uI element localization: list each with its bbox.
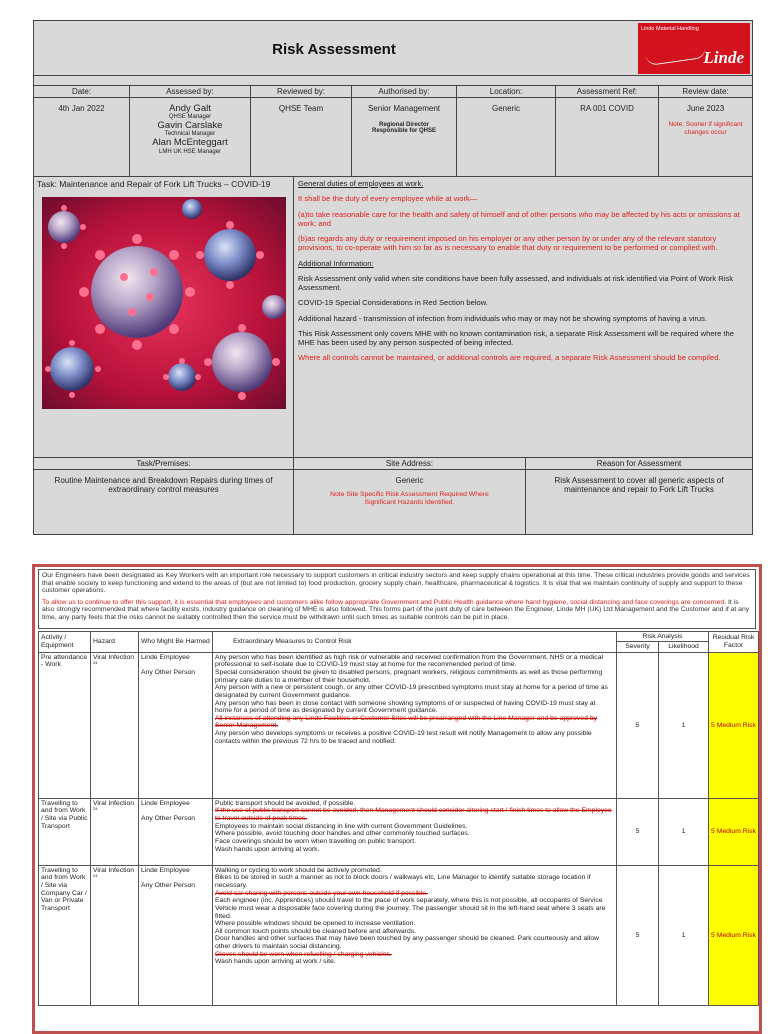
additional-info-item: Where all controls cannot be maintained, or additional controls are required, a separate Risk Assessment should be compiled. (298, 353, 721, 363)
col-severity: Severity (617, 642, 659, 653)
activity-cell: Travelling to and from Work / Site via Company Car / Van or Private Transport (39, 865, 91, 1005)
reviewed-by-label: Reviewed by: (251, 86, 351, 98)
title-row (34, 21, 752, 76)
review-date-label: Review date: (659, 86, 752, 98)
who-cell (139, 798, 213, 865)
measure-item: Any person who has been identified as high risk or vulnerable and received confirmation from the Government, NHS or a medical professional to self-isolate due to COVID-19 must stay at home for the recommended period of time. (215, 653, 604, 669)
measure-item: Bikes to be stored in such a manner as not to block doors / walkways etc, Line Manager to identify suitable storage location if necessary. (215, 874, 591, 890)
duties-heading: General duties of employees at work. (298, 179, 424, 188)
measure-item: Employees to maintain social distancing in line with current Government Guidelines. (215, 822, 468, 830)
linde-logo (638, 23, 750, 74)
review-date-note: Note: Sooner if significant changes occur (668, 120, 743, 136)
measure-item: Face coverings should be worn when travelling on public transport. (215, 837, 416, 845)
likelihood-cell: 1 (659, 798, 709, 865)
authorised-by-note: Regional Director Responsible for QHSE (371, 121, 436, 135)
col-hazard: Hazard (91, 631, 139, 652)
review-date-column (659, 86, 752, 176)
hazard-text: Viral Infection (93, 799, 135, 807)
table-row (39, 798, 759, 865)
measure-item: Wash hands upon arriving at work. (215, 845, 320, 853)
intro-paragraph: It is also strongly recommended that where facility exists, industry guidance on cleaning of MHE is also followed. This forms part of the joint duty of care between the Engineer, Linde MH (UK) Ltd Management and the Customer and if at any time, any party feels that the risks cannot be suitably controlled then the service must be withdrawn until such times as suitable controls can be put in place. (42, 598, 750, 622)
measure-item: Where possible, avoid touching door handles and other commonly touched surfaces. (215, 830, 470, 838)
col-risk-analysis: Risk Analysis (617, 631, 709, 642)
measure-item: Avoid car sharing with persons outside your own household if possible. (215, 889, 428, 897)
assessment-info-row (34, 86, 752, 177)
who-item: Any Other Person (141, 669, 196, 677)
brand-wordmark: Linde (703, 48, 744, 67)
hazard-cell (91, 652, 139, 798)
measures-cell (213, 865, 617, 1005)
risk-assessment-form (33, 20, 753, 535)
who-cell (139, 652, 213, 798)
hazard-ref: 24 (93, 660, 98, 666)
page-title: Risk Assessment (272, 41, 396, 58)
intro-box (38, 569, 756, 629)
measure-item: Walking or cycling to work should be actively promoted. (215, 866, 382, 874)
site-address-note: Note Site Specific Risk Assessment Required Where Significant Hazards Identified. (330, 491, 489, 506)
task-section (34, 177, 752, 458)
additional-info-item: COVID-19 Special Considerations in Red Section below. (298, 298, 488, 308)
col-measures: Extraordinary Measures to Control Risk (213, 631, 617, 652)
assessor-name: Gavin Carslake (157, 120, 223, 132)
assessed-by-column (130, 86, 251, 176)
who-item: Linde Employee (141, 866, 190, 874)
measure-item: Special consideration should be given to disabled persons, pregnant workers, religious commitments as well as those performing primary care duties to a member of their household. (215, 669, 603, 684)
measure-item: If the use of public transport cannot be avoided, then Management should consider altering start / finish times to allow the Employee to travel outside of peak times. (215, 807, 612, 823)
assessor-role: LMH UK HSE Manager (158, 148, 222, 155)
duty-a: (a)to take reasonable care for the health and safety of himself and of other persons who may be affected by his acts or omissions at work; and (298, 209, 740, 228)
severity-cell: 5 (617, 652, 659, 798)
intro-paragraph: Our Engineers have been designated as Key Workers with an important role necessary to support customers in critical industry sectors and keep supply chains operational at this time. These critical industries provide goods and services that enable society to keep functioning and extend to the areas of (but are not limited to) food production, grocery supply chain, healthcare, pharmaceutical & logistics. It is vital that we maintain continuity of supply and support to these customer operations. (42, 572, 750, 595)
reason-label: Reason for Assessment (526, 458, 752, 470)
table-row (39, 652, 759, 798)
hazard-ref: 24 (93, 873, 98, 879)
measure-item: Wash hands upon arriving at work / site. (215, 958, 336, 966)
activity-cell: Pre attendance - Work (39, 652, 91, 798)
assessment-ref-value: RA 001 COVID (580, 104, 634, 113)
table-row (39, 865, 759, 1005)
authorised-by-value: Senior Management (367, 104, 441, 113)
duty-b: (b)as regards any duty or requirement imposed on his employer or any other person by or under any of the relevant statutory provisions, to co-operate with him so far as is necessary to enable that duty or requirement to be performed or complied with. (298, 234, 718, 253)
task-premises-label: Task/Premises: (34, 458, 293, 470)
coronavirus-image (42, 197, 286, 409)
site-address-label: Site Address: (294, 458, 525, 470)
assessment-ref-column (556, 86, 659, 176)
measure-item: All common touch points should be cleaned before and afterwards. (215, 927, 417, 935)
measures-cell (213, 652, 617, 798)
measure-item: Gloves should be worn when refuelling / charging vehicles. (215, 950, 392, 958)
intro-highlight: To allow us to continue to offer this support, it is essential that employees and customers alike follow appropriate Government and Public Health guidance where hand hygiene, social distancing and face coverings are concerned. (42, 598, 727, 606)
additional-info-item: Additional hazard - transmission of infection from individuals who may or may not be showing symptoms of having a virus. (298, 313, 707, 323)
hazard-text: Viral Infection (93, 866, 135, 874)
who-item: Any Other Person (141, 882, 196, 890)
assessment-ref-label: Assessment Ref: (556, 86, 658, 98)
brand-tagline: Linde Material Handling (641, 26, 699, 32)
reason-value: Risk Assessment to cover all generic aspects of maintenance and repair to Fork Lift Trucks (554, 476, 724, 495)
location-label: Location: (457, 86, 555, 98)
assessor-name: Alan McEnteggart (152, 137, 228, 149)
severity-cell: 5 (617, 798, 659, 865)
measure-item: Any person with a new or persistent cough, or any other COVID-19 prescribed symptoms must stay at home for a period of time as designated by current Government guidance. (215, 684, 608, 699)
logo-swoosh-icon (646, 47, 707, 66)
measure-item: Public transport should be avoided, if possible. (215, 799, 356, 807)
hazard-cell (91, 798, 139, 865)
location-value: Generic (491, 104, 520, 113)
review-date-value: June 2023 (686, 104, 725, 113)
hazard-cell (91, 865, 139, 1005)
additional-info-heading: Additional Information: (298, 258, 374, 268)
task-label: Task: Maintenance and Repair of Fork Lift Trucks – COVID-19 (37, 179, 271, 189)
activity-cell: Travelling to and from Work / Site via Public Transport (39, 798, 91, 865)
who-item: Linde Employee (141, 653, 190, 661)
premises-row (34, 458, 752, 534)
reviewed-by-value: QHSE Team (278, 104, 324, 113)
col-who: Who Might Be Harmed (139, 631, 213, 652)
duty-intro: It shall be the duty of every employee while at work— (298, 194, 478, 204)
task-premises-value: Routine Maintenance and Breakdown Repairs during times of extraordinary control measures (54, 476, 273, 495)
measure-item: Any person who has been in close contact with someone showing symptoms of or suspected of having COVID-19 must stay at home for a period of time as designated by current Government guidance. (215, 699, 596, 715)
date-column (34, 86, 130, 176)
site-address-value: Generic (395, 476, 424, 485)
reviewed-by-column (251, 86, 352, 176)
likelihood-cell: 1 (659, 865, 709, 1005)
risk-table (38, 631, 759, 1006)
likelihood-cell: 1 (659, 652, 709, 798)
authorised-by-column (352, 86, 457, 176)
severity-cell: 5 (617, 865, 659, 1005)
assessor-role: QHSE Manager (168, 114, 212, 121)
col-likelihood: Likelihood (659, 642, 709, 653)
residual-risk-cell: 5 Medium Risk (709, 865, 759, 1005)
measures-cell (213, 798, 617, 865)
assessor-name: Andy Galt (169, 103, 211, 114)
covid-controls-section (32, 564, 762, 1034)
assessed-by-label: Assessed by: (130, 86, 250, 98)
who-item: Any Other Person (141, 815, 196, 823)
measure-item: Door handles and other surfaces that may have been touched by any passenger should be cleaned. Park courteously and allow other drivers to maintain social distancing. (215, 935, 599, 950)
location-column (457, 86, 556, 176)
who-item: Linde Employee (141, 799, 190, 807)
col-activity: Activity / Equipment (39, 631, 91, 652)
residual-risk-cell: 5 Medium Risk (709, 798, 759, 865)
hazard-text: Viral Infection (93, 653, 135, 661)
measure-item: All instances of attending any Linde Facilities or Customer Sites will be prearranged with the Line Manager and be approved by Senior Management. (215, 714, 597, 730)
additional-info-item: This Risk Assessment only covers MHE with no known contamination risk, a separate Risk Assessment will be required where the MHE has been used by any person suspected of being infected. (298, 328, 734, 347)
col-residual: Residual Risk Factor (709, 631, 759, 652)
date-value: 4th Jan 2022 (58, 104, 105, 113)
measure-item: Where possible windows should be opened to increase ventilation. (215, 920, 416, 928)
who-cell (139, 865, 213, 1005)
authorised-by-label: Authorised by: (352, 86, 456, 98)
measure-item: Any person who develops symptoms or receives a positive COVID-19 test result will notify Management to allow any possible contacts within the previous 72 hrs to be traced and notified. (215, 729, 592, 745)
measure-item: Each engineer (inc. Apprentices) should travel to the place of work separately, where this is not possible, all occupants of Service Vehicle must wear a disposable face covering during the journey. The passenger should sit in the left-hand seat where 3 seats are fitted. (215, 897, 606, 920)
additional-info-item: Risk Assessment only valid when site conditions have been fully assessed, and individuals at risk identified via Point of Work Risk Assessment. (298, 273, 734, 292)
hazard-ref: 24 (93, 806, 98, 812)
date-label: Date: (34, 86, 129, 98)
assessor-role: Technical Manager (164, 131, 216, 138)
residual-risk-cell: 5 Medium Risk (709, 652, 759, 798)
